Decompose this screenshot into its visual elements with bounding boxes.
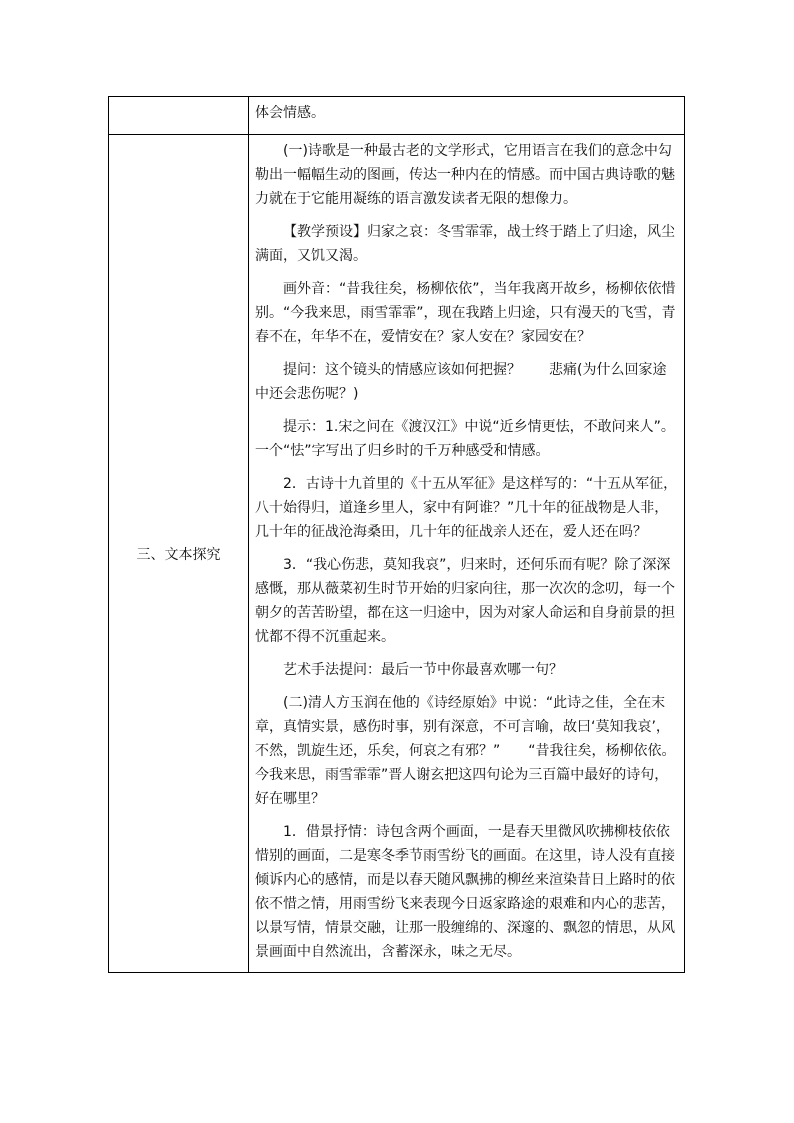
paragraph: 提示：1.宋之问在《渡汉江》中说“近乡情更怯，不敢问来人”。一个“怯”字写出了归乡时的千万种感受和情感。 [255,419,675,459]
table-row [109,135,685,973]
paragraph: 1．借景抒情：诗包含两个画面，一是春天里微风吹拂柳枝依依惜别的画面，二是寒冬季节雨雪纷飞的画面。在这里，诗人没有直接倾诉内心的感情，而是以春天随风飘拂的柳丝来渲染昔日上路时的依依不惜之情，用雨雪纷飞来表现今日返家路途的艰难和内心的悲苦，以景写情，情景交融，让那一股缠绵的、深邃的、飘忽的情思，从风景画面中自然流出，含蓄深永，味之无尽。 [255,824,675,960]
paragraph: 提问：这个镜头的情感应该如何把握？ 悲痛(为什么回家途中还会悲伤呢？) [255,362,667,402]
paragraph: (一)诗歌是一种最古老的文学形式，它用语言在我们的意念中勾勒出一幅幅生动的图画，传达一种内在的情感。而中国古典诗歌的魅力就在于它能用凝练的语言激发读者无限的想像力。 [255,143,675,207]
paragraph: 画外音：“昔我往矣，杨柳依依”，当年我离开故乡，杨柳依依惜别。“今我来思，雨雪霏霏”，现在我踏上归途，只有漫天的飞雪，青春不在，年华不在，爱情安在？家人安在？家园安在？ [255,281,676,345]
content-text: 体会情感。 [255,105,325,121]
section-label: 三、文本探究 [109,135,249,973]
paragraph: (二)清人方玉润在他的《诗经原始》中说：“此诗之佳，全在末章，真情实景，感伤时事，别有深意，不可言喻，故曰‘莫知我哀’，不然，凯旋生还，乐矣，何哀之有邪？” “昔我往矣，杨柳依依。今我来思，雨雪霏霏”晋人谢玄把这四句论为三百篇中最好的诗句，好在哪里？ [255,695,676,807]
paragraph: 2．古诗十九首里的《十五从军征》是这样写的：“十五从军征，八十始得归，道逢乡里人，家中有阿谁？”几十年的征战物是人非，几十年的征战沧海桑田，几十年的征战亲人还在，爱人还在吗？ [255,476,678,540]
table-row [109,97,685,135]
paragraph: 【教学预设】归家之哀：冬雪霏霏，战士终于踏上了归途，风尘满面，又饥又渴。 [255,224,675,264]
row-content-cell [249,97,685,135]
paragraph: 3．“我心伤悲，莫知我哀”，归来时，还何乐而有呢？除了深深感慨，那从薇菜初生时节开始的归家向往，那一次次的念叨，每一个朝夕的苦苦盼望，都在这一归途中，因为对家人命运和自身前景的担忧都不得不沉重起来。 [255,557,675,645]
paragraph: 艺术手法提问：最后一节中你最喜欢哪一句？ [283,662,563,678]
row-label-cell [109,97,249,135]
lesson-plan-table [108,96,685,973]
row-content-cell [249,135,685,973]
